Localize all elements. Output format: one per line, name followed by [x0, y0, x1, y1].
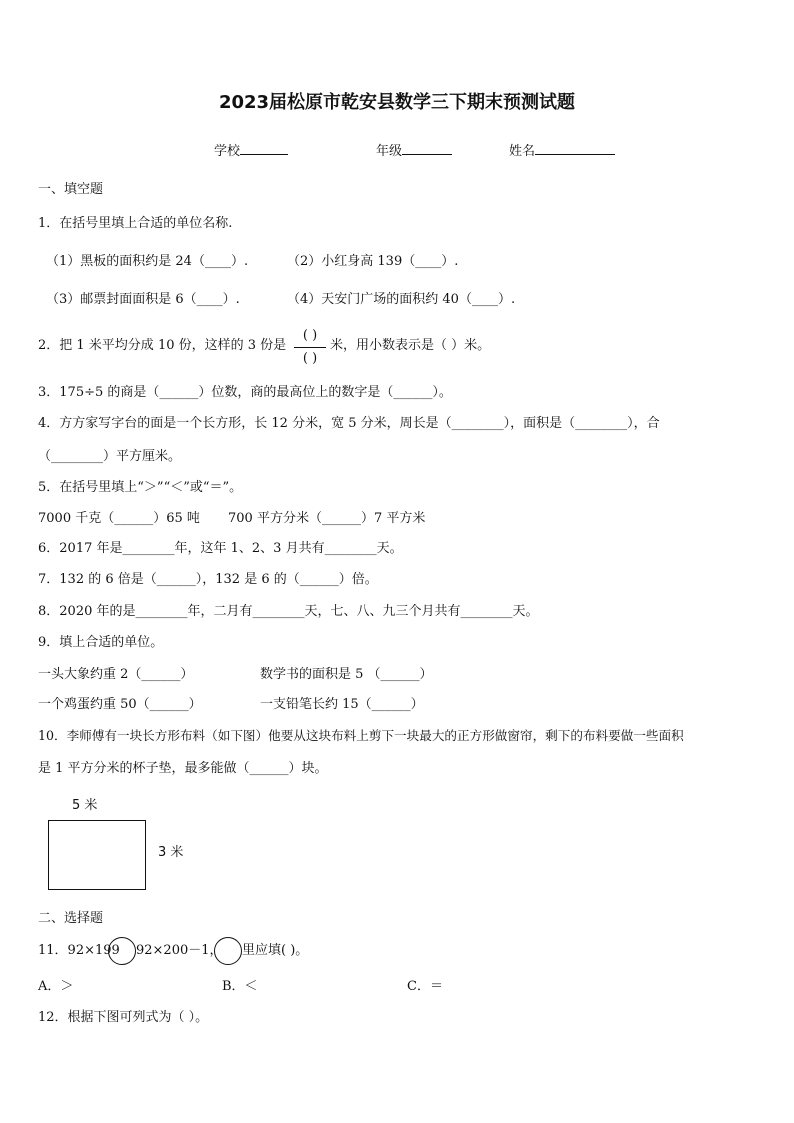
question-2-before: 2．把 1 米平均分成 10 份，这样的 3 份是 [38, 338, 287, 353]
question-9-c: 一个鸡蛋约重 50（______） [38, 697, 202, 712]
option-b[interactable]: B．＜ [222, 979, 258, 994]
question-1-stem: 1．在括号里填上合适的单位名称. [38, 216, 233, 231]
school-field[interactable] [214, 140, 288, 160]
page-title: 2023届松原市乾安县数学三下期末预测试题 [218, 92, 576, 113]
question-9-a: 一头大象约重 2（______） [38, 667, 194, 682]
question-9-d: 一支铅笔长约 15（______） [260, 697, 424, 712]
grade-field[interactable] [376, 140, 452, 160]
question-2-fraction[interactable] [292, 327, 328, 369]
question-4-line-1: 4．方方家写字台的面是一个长方形，长 12 分米，宽 5 分米，周长是（________），面积是（________），合 [38, 416, 660, 431]
question-2-after: 米，用小数表示是（ ）米。 [330, 338, 491, 353]
grade-blank[interactable] [402, 140, 452, 155]
grade-label: 年级 [376, 144, 403, 159]
question-1-part-3: （3）邮票封面面积是 6（____）. [46, 292, 240, 307]
name-field[interactable] [509, 140, 615, 160]
section-heading-multiple-choice: 二、选择题 [38, 911, 104, 926]
question-3: 3．175÷5 的商是（______）位数，商的最高位上的数字是（______）。 [38, 385, 452, 400]
rectangle-width-label: 5 米 [72, 798, 98, 813]
section-heading-fill-blank: 一、填空题 [38, 182, 104, 197]
answer-circle-1[interactable] [108, 937, 136, 965]
question-10-line-2: 是 1 平方分米的杯子垫，最多能做（______）块。 [38, 761, 328, 776]
option-a[interactable]: A．＞ [38, 979, 74, 994]
fraction-numerator[interactable]: ( ) [302, 328, 318, 343]
question-9-stem: 9．填上合适的单位。 [38, 635, 164, 650]
question-8: 8．2020 年的是________年，二月有________天，七、八、九三个月共有________天。 [38, 604, 539, 619]
fabric-rectangle-figure [48, 820, 146, 890]
name-blank[interactable] [535, 140, 615, 155]
question-11-part-3: 里应填( )。 [242, 943, 309, 958]
option-c[interactable]: C．＝ [407, 979, 443, 994]
name-label: 姓名 [509, 144, 536, 159]
school-blank[interactable] [240, 140, 288, 155]
question-5-stem: 5．在括号里填上“＞”“＜”或“＝”。 [38, 480, 243, 495]
question-4-line-2: （________）平方厘米。 [38, 449, 182, 464]
question-12: 12．根据下图可列式为（ ）。 [38, 1010, 209, 1025]
question-1-part-2: （2）小红身高 139（____）. [287, 254, 459, 269]
question-10-line-1: 10．李师傅有一块长方形布料（如下图）他要从这块布料上剪下一块最大的正方形做窗帘，剩下的布料要做一些面积 [38, 728, 684, 743]
question-6: 6．2017 年是________年，这年 1、2、3 月共有________天。 [38, 541, 403, 556]
question-5-b: 700 平方分米（______）7 平方米 [228, 511, 426, 526]
question-11-part-2: 92×200－1， [136, 943, 223, 958]
fraction-denominator[interactable]: ( ) [302, 351, 318, 366]
fraction-bar [294, 347, 326, 348]
answer-circle-2[interactable] [214, 937, 242, 965]
question-1-part-1: （1）黑板的面积约是 24（____）. [46, 254, 249, 269]
question-9-b: 数学书的面积是 5 （______） [260, 667, 433, 682]
question-11-part-1: 11．92×199 [38, 943, 120, 958]
question-1-part-4: （4）天安门广场的面积约 40（____）. [287, 292, 516, 307]
question-7: 7．132 的 6 倍是（______），132 是 6 的（______）倍。 [38, 572, 378, 587]
school-label: 学校 [214, 144, 241, 159]
question-5-a: 7000 千克（______）65 吨 [38, 511, 200, 526]
rectangle-height-label: 3 米 [158, 845, 184, 860]
